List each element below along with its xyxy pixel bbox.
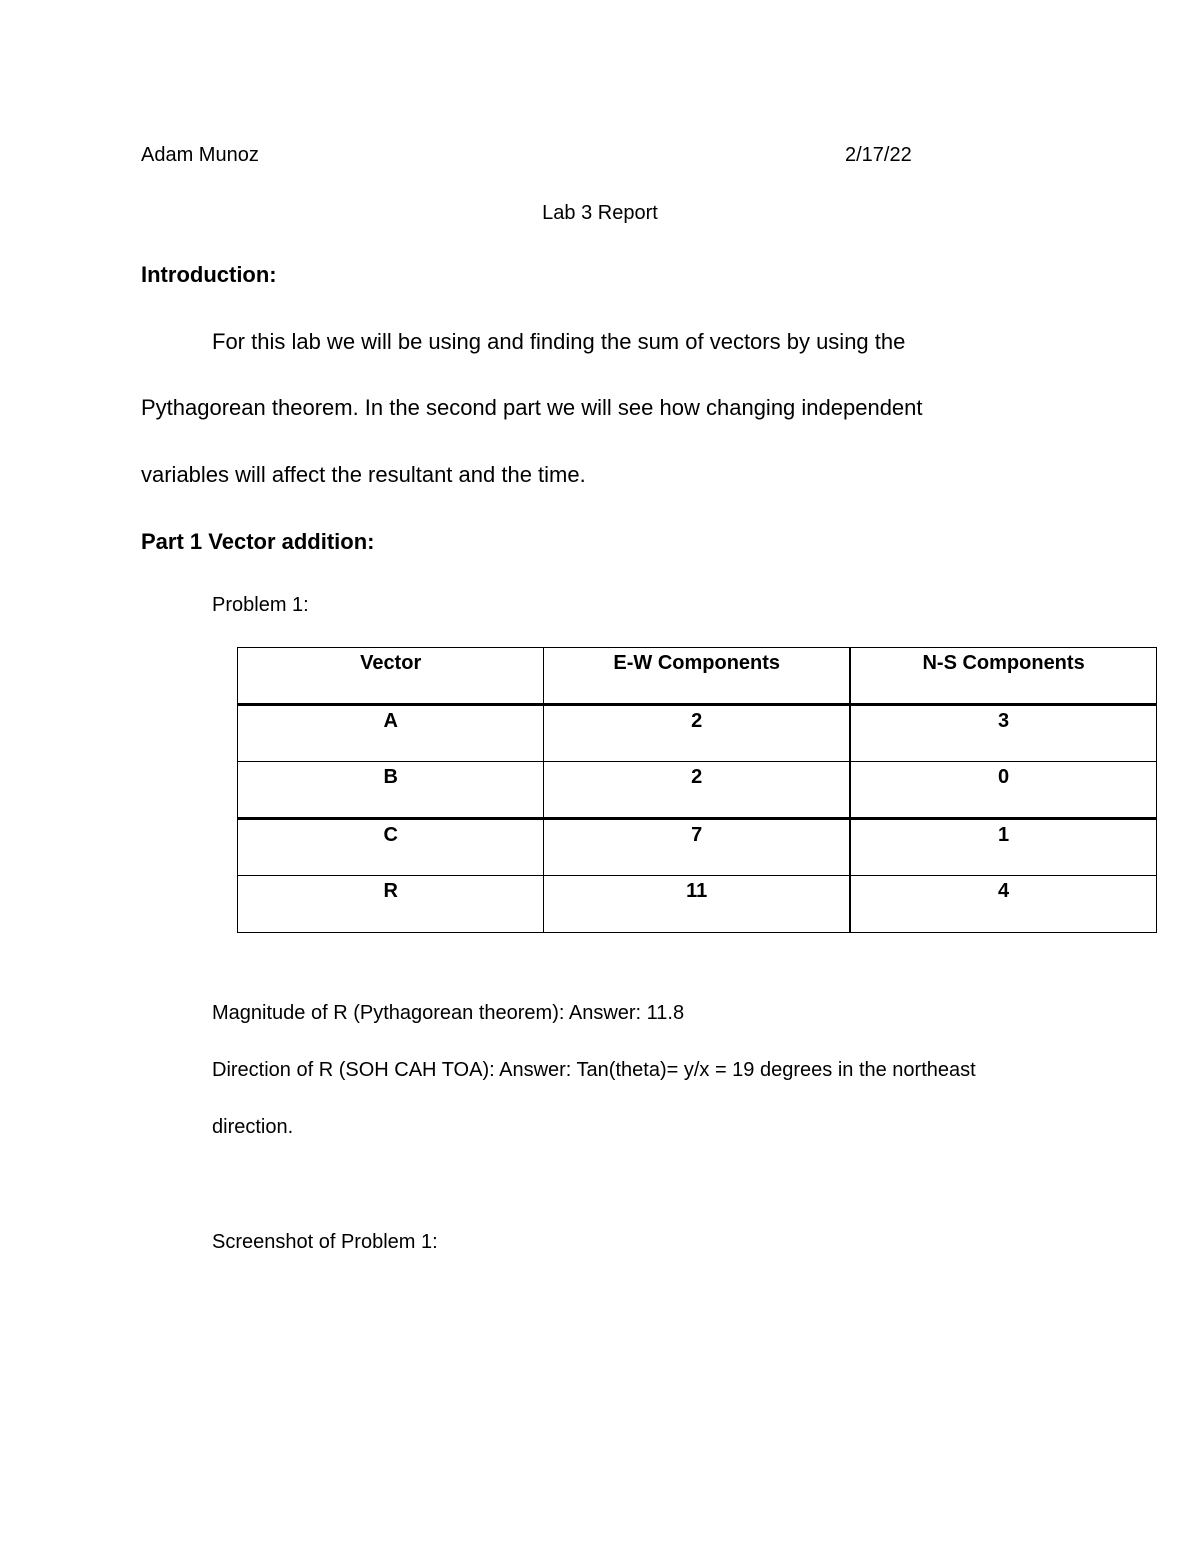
table-cell-ew: 11	[544, 876, 850, 933]
report-date: 2/17/22	[845, 144, 912, 166]
table-cell-vector: C	[238, 819, 544, 876]
table-cell-ew: 2	[544, 762, 850, 819]
table-header-row	[238, 648, 1157, 705]
table-row	[238, 705, 1157, 762]
table-cell-ns: 0	[850, 762, 1156, 819]
table-row	[238, 762, 1157, 819]
table-row	[238, 819, 1157, 876]
table-cell-vector: B	[238, 762, 544, 819]
problem-1-label: Problem 1:	[212, 594, 309, 616]
table-cell-vector: A	[238, 705, 544, 762]
column-header-vector: Vector	[238, 648, 544, 705]
direction-answer-line-2: direction.	[212, 1116, 294, 1138]
introduction-line-2: Pythagorean theorem. In the second part we will see how changing independent	[141, 395, 923, 420]
table-cell-ew: 7	[544, 819, 850, 876]
column-header-ns: N-S Components	[850, 648, 1156, 705]
magnitude-answer: Magnitude of R (Pythagorean theorem): Answer: 11.8	[212, 1002, 685, 1024]
direction-answer-line-1: Direction of R (SOH CAH TOA): Answer: Tan(theta)= y/x = 19 degrees in the northeast	[212, 1059, 976, 1081]
table-cell-ns: 4	[850, 876, 1156, 933]
table-cell-ns: 1	[850, 819, 1156, 876]
introduction-line-3: variables will affect the resultant and the time.	[141, 462, 586, 487]
column-header-ew: E-W Components	[544, 648, 850, 705]
introduction-line-1: For this lab we will be using and finding the sum of vectors by using the	[212, 329, 906, 354]
table-cell-ew: 2	[544, 705, 850, 762]
author-name: Adam Munoz	[141, 144, 259, 166]
table-cell-vector: R	[238, 876, 544, 933]
table-row	[238, 876, 1157, 933]
introduction-heading: Introduction:	[141, 262, 277, 287]
report-title: Lab 3 Report	[542, 202, 658, 224]
screenshot-label: Screenshot of Problem 1:	[212, 1231, 438, 1253]
table-cell-ns: 3	[850, 705, 1156, 762]
part1-heading: Part 1 Vector addition:	[141, 529, 375, 554]
vector-components-table	[237, 647, 1157, 933]
